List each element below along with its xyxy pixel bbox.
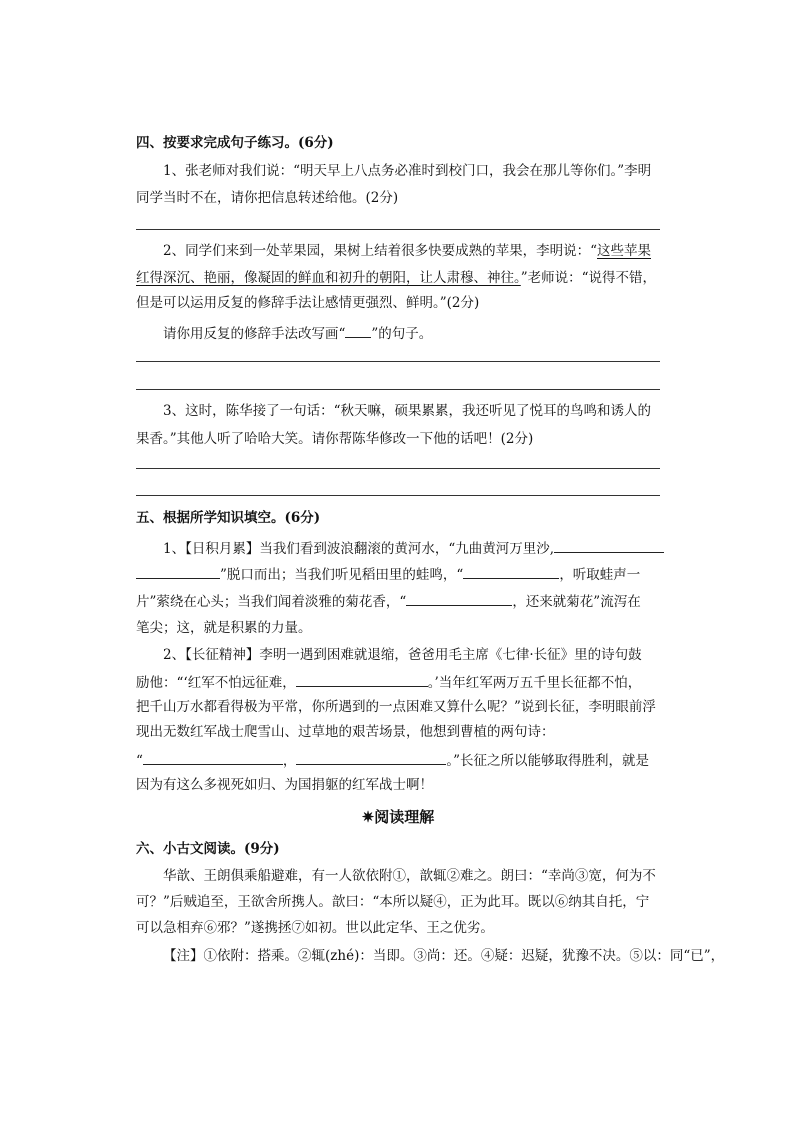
answer-line-q4-2b[interactable] [136,389,660,390]
q5-1-line-1 [163,537,660,559]
fill-blank-2[interactable] [136,563,220,579]
section-6-heading: 六、小古文阅读。(9分) [136,841,280,857]
fill-blank-6[interactable] [143,749,283,765]
q5-2-line-6: 因为有这么多视死如归、为国捐躯的红军战士啊！ [136,777,433,793]
q5-2-text-5c: 。”长征之所以能够取得胜利，就是 [446,753,650,769]
q4-2-text: 2、同学们来到一处苹果园，果树上结着很多快要成熟的苹果，李明说：“ [163,243,597,259]
q5-1-text-2a: ”脱口而出；当我们听见稻田里的蛙鸣，“ [220,567,464,583]
q5-1-line-4: 笔尖；这，就是积累的力量。 [136,620,312,636]
q5-2-text-2b: 。’当年红军两万五千里长征都不怕， [427,675,642,691]
underlined-sentence-part-1: 这些苹果 [597,243,651,259]
q5-1-text: 1、【日积月累】当我们看到波浪翻滚的黄河水，“九曲黄河万里沙, [163,541,555,557]
q5-2-line-5 [136,749,660,771]
q5-2-text-4: 现出无数红军战士爬雪山、过草地的艰苦场景，他想到曹植的两句诗： [136,724,555,740]
q5-2-line-4 [136,722,660,742]
instruction-text: 请你用反复的修辞手法改写画“ [163,326,346,342]
fill-blank-7[interactable] [296,749,446,765]
fill-blank-5[interactable] [296,671,428,687]
fill-blank-1[interactable] [554,537,664,553]
open-quote: “ [136,753,143,769]
q5-1-text-2b: ，听取蛙声一 [559,567,641,583]
answer-line-q4-2a[interactable] [136,361,660,362]
fill-blank-4[interactable] [406,590,512,606]
section-4-heading: 四、按要求完成句子练习。(6分) [136,135,334,151]
underlined-sentence-part-2: 红得深沉、艳丽，像凝固的鲜血和初升的朝阳，让人肃穆、神往。 [136,270,521,286]
fill-blank-3[interactable] [463,563,559,579]
q5-1-text-3b: ，还来就菊花”流泻在 [512,594,641,610]
answer-line-q4-1[interactable] [136,229,660,230]
q5-1-line-2 [136,563,660,585]
passage-line-2: 可？”后贼追至，王欲舍所携人。歆曰：“本所以疑④，正为此耳。既以⑥纳其自托，宁 [136,894,650,910]
q4-3-line-1: 3、这时，陈华接了一句话：“秋天嘛，硕果累累，我还听见了悦耳的鸟鸣和诱人的 [163,403,651,419]
q4-2-line-1 [163,241,660,261]
q5-1-text-3a: 片”萦绕在心头；当我们闻着淡雅的菊花香，“ [136,594,407,610]
q4-1-line-1: 1、张老师对我们说：“明天早上八点务必准时到校门口，我会在那儿等你们。”李明 [163,163,652,179]
q4-1-line-2: 同学当时不在，请你把信息转述给他。(2分) [136,190,399,206]
q5-2-line-1: 2、【长征精神】李明一遇到困难就退缩，爸爸用毛主席《七律·长征》里的诗句鼓 [163,647,642,663]
q5-2-text-2a: 励他：“‘红军不怕远征难， [136,675,296,691]
section-5-heading: 五、根据所学知识填空。(6分) [136,510,321,526]
instruction-text-end: ”的句子。 [371,326,433,342]
q4-2-instruction [163,322,660,344]
reading-comprehension-title: ✷阅读理解 [361,808,435,826]
answer-line-q4-3b[interactable] [136,495,660,496]
passage-line-1: 华歆、王朗俱乘船避难，有一人欲依附①，歆辄②难之。朗曰：“幸尚③宽，何为不 [163,868,656,884]
passage-line-3: 可以急相弃⑥邪？”遂携拯⑦如初。世以此定华、王之优劣。 [136,920,494,936]
q4-2-teacher-text: ”老师说：“说得不错， [520,270,657,286]
q5-2-line-3: 把千山万水都看得极为平常，你所遇到的一点困难又算什么呢？”说到长征，李明眼前浮 [136,699,656,715]
underline-marker [345,322,371,338]
q4-2-line-3: 但是可以运用反复的修辞手法让感情更强烈、鲜明。”(2分) [136,295,480,311]
annotation-line: 【注】①依附：搭乘。②辄(zhé)：当即。③尚：还。④疑：迟疑，犹豫不决。⑤以：同“已”， [163,948,725,964]
q4-2-line-2 [136,268,660,288]
comma: ， [282,753,297,769]
q5-1-line-3 [136,590,660,612]
q4-3-line-2: 果香。”其他人听了哈哈大笑。请你帮陈华修改一下他的话吧！(2分) [136,431,534,447]
answer-line-q4-3a[interactable] [136,468,660,469]
q5-2-line-2 [136,671,660,693]
